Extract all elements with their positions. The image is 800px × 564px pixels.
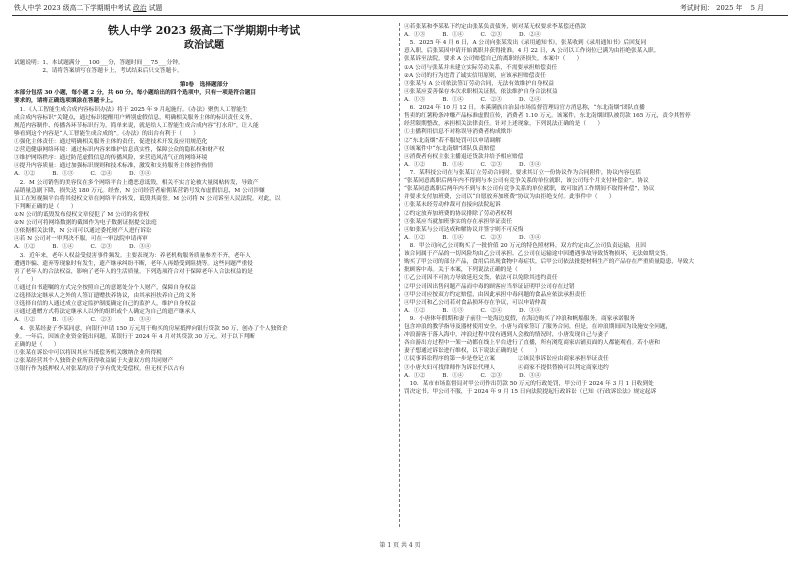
right-column-line: 包含冲浪的教学指导及器材使用安全，小唐与商家签订了服务合同。但是，在冲浪期间因为设施安全问题， <box>404 324 672 331</box>
left-column-line: 政治试题 <box>184 40 224 51</box>
right-column-line: ①主播利用信息不对称误导消费者构成欺诈 <box>404 129 513 136</box>
header-left <box>14 4 162 13</box>
left-column-line: 下判断正确的是（ ） <box>14 203 77 210</box>
left-column-line: 第Ⅰ卷 选择题部分 <box>179 82 229 89</box>
right-column-line: ④如张某与公司达成和解协议并签字则不可反悔 <box>404 226 524 233</box>
right-column-line: 冲浪游客于落入海中，冲浪过程中没有遇到人会救的情况时，小唐发现自己与妻子 <box>404 332 609 339</box>
left-column-line: 规范内容制作、传播各环节标识行为。简单来说，就是给人工智能生成合成内容“打水印”，让人能 <box>14 122 259 129</box>
right-column-line: ②A 公司的行为违背了诚实信用原则，应该承担赔偿责任 <box>404 72 546 79</box>
left-column-line: ③依据相关法律，N 公司可以通过委托财产人进行诉讼 <box>14 228 152 235</box>
left-column-line: 2、请将答案填写在答题卡上，考试结束后只交答题卡。 <box>14 68 183 75</box>
right-column-line: ①民事诉讼程序的第一步是登记立案 ②该民事诉讼应由商家承担举证责任 <box>404 356 609 363</box>
left-column-line: ①N 公司的诋毁发布侵权文章侵犯了 M 公司的名誉权 <box>14 211 150 218</box>
right-column-line: A．①② B．①④ C．②③ D．③④ <box>404 234 541 241</box>
left-column-line: 本部分包括 30 小题，每小题 2 分，共 60 分。每小题给出的四个选项中，只有一项是符合题目 <box>14 90 257 97</box>
left-column-line: ②N 公司可将网络数据的截图作为电子数据证据提交法庭 <box>14 220 157 227</box>
left-column-line: ①张某在诉讼中可以将因其应当抵偿务机关缴纳企业所得税 <box>14 349 162 356</box>
right-column-line: 该合同属于产品的一切风险均由乙公司承担。乙公司在运输途中因遭遇事故导致货物损坏，无法如期交货。 <box>404 251 672 258</box>
right-column-line: 各自游出方过程中一架一动都在线上平台进行了直播，所有浏览商家店铺页面的人都能观看。若小唐和 <box>404 340 660 347</box>
right-column-line: ④甲公司和乙公司若对食品损坏存在争议，可以申请仲裁 <box>404 299 547 306</box>
left-column-line: 业。一年后，因该企业资金链出问题，某银行于 2024 年 4 月对其贷款 30 万元。对于以下判断 <box>14 333 255 340</box>
right-column-line: 5．2025 年 4 月 6 日，A 公司向张某发出《录用通知书》，张某收到《录用通知书》后回复同 <box>404 40 647 47</box>
left-column-line: 试题说明：1、本试题满分___100___分，答题时间___75___分钟。 <box>14 60 184 66</box>
left-column-line: 员工在短视频平台将其侵权文章在网络平台转发，诋毁其商誉。M 公司将 N 公司诉至人民法院。对此，以 <box>14 195 281 202</box>
right-column-line: A．①② B．①③ C．②④ D．③④ <box>404 307 541 314</box>
left-column-line: 要求的，请将正确选项填涂在答题卡上。 <box>14 98 117 105</box>
right-column-line: 意入职，后张某因申请开始离职并获得批准。4 月 22 日，A 公司以工作岗位已满为由拒绝张某入职。 <box>404 48 660 55</box>
header-right <box>680 4 764 13</box>
right-column-line: A．①③ B．①④ C．②③ D．②④ <box>404 96 541 103</box>
header-rule <box>12 15 788 16</box>
right-column <box>404 23 788 396</box>
left-column-line: ②选择法定继承人之外的人签订遗赠扶养协议，由其承担扶养自己的义务 <box>14 293 196 300</box>
left-column-line: 3．近年来，老年人权益受侵害事件频发。主要表现为：养老机构服务质量参差不齐，老年人 <box>14 252 251 259</box>
column-divider <box>399 23 400 527</box>
right-column-line: A．①③ B．①④ C．②③ D．②④ <box>404 32 541 39</box>
left-column-line: ④若 N 公司对一审判决不服，可在一审法院申请再审 <box>14 236 148 243</box>
right-column-line: ③小唐夫妇可找律师作为诉讼代理人 ④商家不提供替换可以判定商家违约 <box>404 364 609 371</box>
right-column-line: 经营限期整改，承担相关法律责任。针对上述现象，下列说法正确的是（ ） <box>404 121 604 128</box>
right-column-line: A．①② B．①④ C．②③ D．③④ <box>404 372 541 379</box>
left-column-line: 遭遇诈骗、遗弃等现象时有发生，遗产继承纠纷不断，老年人再婚受到阻挠等。这些问题严重侵 <box>14 260 253 267</box>
right-column-line: 批顾客中毒。关于本案，下列说法正确的是（ ） <box>404 267 535 274</box>
left-column-line: 4．张某经妻子李某同意，向银行申请 150 万元用于购买的房屋抵押向银行贷款 50 万，创办了个人独资企 <box>14 325 288 332</box>
right-column-line: ②甲公司因出售问题产品而中毒的顾客应当举证证明甲公司存在过错 <box>404 283 575 290</box>
left-column-line: 成合成内容标识”关键点，通过标识提醒用户辨别虚假信息，明确相关服务主体的标识责任义务， <box>14 114 256 121</box>
left-column-line: 品销量急剧下降，损失达 180 万元。经查，N 公司经营者雇佣某营销号发布虚假信息，M 公司涉嫌 <box>14 187 265 194</box>
right-column-line: A．①② B．①④ C．②③ D．③④ <box>404 161 541 168</box>
left-column-line: ①强化主体责任：通过明确相关服务主体的责任，促进技术开发及应用规范化 <box>14 138 208 145</box>
right-column-line: 10．某市市场监督局对甲公司作出罚款 50 万元的行政处罚，甲公司于 2024 年 3 月 1 日收到处 <box>404 380 654 387</box>
header-time-label: 考试时间： <box>680 4 714 12</box>
header-month: 5 月 <box>750 4 764 12</box>
left-column-line: ④提升内容质量：通过加强标识规则和技术标准，激发和支持服务主体创作热情 <box>14 163 214 170</box>
right-column-line: ①A 公司与张某并未建立实际劳动关系，不需要承担赔偿责任 <box>404 64 558 71</box>
right-column-line: 7．某科技公司在与张某订立劳动合同时，要求其订立一份协议作为合同附件，协议内容包括 <box>404 169 641 176</box>
right-column-line: 妻子想通过诉讼进行维权，以下说法正确的是（ ） <box>404 348 541 355</box>
left-column <box>14 23 394 373</box>
right-column-line: 8．甲公司向乙公司购买了一批价值 20 万元的特色照材料，双方约定由乙公司负责运输，且因 <box>404 242 646 249</box>
left-column-line: A．①② B．①③ C．②④ D．③④ <box>14 171 151 178</box>
left-column-line: ②营造健康网络环境：通过标识内容来维护信息真实性，保障公众的隐私权和财产权 <box>14 147 225 154</box>
left-column-line: 够看到这个内容是“人工智能生成合成的”。《办法》的出台有利于（ ） <box>14 130 199 137</box>
right-column-line: ③张某应当就加班事实的存在承担举证责任 <box>404 218 513 225</box>
right-column-line: 罚决定书。甲公司不服，于 2024 年 9 月 15 日向法院提起行政诉讼（已知《行政诉讼法》规定起诉 <box>404 388 657 395</box>
right-column-line: ③张某与 A 公司依法签订劳动合同，无法有效维护自身权益 <box>404 80 554 87</box>
page-number: 第 1 页 共 4 页 <box>379 542 421 549</box>
left-column-line: ③银行作为抵押权人对张某的房子享有优先受偿权，但无权予以占有 <box>14 366 185 373</box>
right-column-line: “张某同意离职后两年内不到与本公司有竞争关系的单位就职，故可取消工作期间不取得补偿”，协议 <box>404 186 655 193</box>
left-column-line: （ ） <box>14 276 37 283</box>
right-column-line: ③甲公司应按双方约定赔偿，由因此承担中毒问题的食品应依法承担责任 <box>404 291 586 298</box>
header-subject: 政治 <box>132 4 147 12</box>
right-column-line: 购买了甲公司的部分产品，食用后出现食物中毒症状。后甲公司依法批提材料生产的产品存在严重质量隐患，导致大 <box>404 259 695 266</box>
left-column-line: ③选择自信的人通过成立意定监护制度确定自己的监护人，维护自身权益 <box>14 301 196 308</box>
left-column-line: 铁人中学 2023 级高二下学期期中考试 <box>107 24 301 37</box>
right-column-line: 9．小唐体年假期和妻子前往一处海边度假，在海边购买了冲浪和帆船服务。商家承诺服务 <box>404 315 636 322</box>
right-column-line: ②约定放弃加班费的协议排除了劳动者权利 <box>404 210 513 217</box>
right-column-line: ①张某未经劳动仲裁可直接向法院起诉 <box>404 202 501 209</box>
right-column-line: 并要求支付加班费，公司以“自愿放弃加班费”协议为由拒绝支付。此事件中（ ） <box>404 194 615 201</box>
right-column-line: 张某诉至法院，要求 A 公司赔偿自己的离职经济损失。本案中（ ） <box>404 56 583 63</box>
right-column-line: 6．2024 年 10 月 12 日，本溪满族自治县市场监督管理局官方消息称，“东北南烟”团队直播 <box>404 105 645 112</box>
left-column-line: A．①② B．①④ C．②③ D．③④ <box>14 317 151 324</box>
right-column-line: ④若张某和李某私下约定由张某负责债务，则对某无权要求李某偿还借款 <box>404 24 586 30</box>
left-column-line: ③维护网络秩序：通过防范虚假信息的传播风险，来营造风清气正的网络环境 <box>14 155 208 162</box>
right-column-line: ③该案件中“东北南烟”团队负责赔偿 <box>404 145 496 152</box>
right-column-line: 售卖的红薯粉条冲赚产品标准虚假宣传，消费者 1.10 万元。该案件，东北南烟团队被罚款 165 万元，责令其暂停 <box>404 113 691 120</box>
left-column-line: ①通过自书遗嘱的方式完全按照自己的意愿处分个人财产，保障自身权益 <box>14 284 196 291</box>
left-column-line: ④通过遗赠方式将法定继承人以外的组织或个人确定为自己的遗产继承人 <box>14 309 196 316</box>
header-school-exam: 铁人中学 2023 级高二下学期期中考试 <box>14 4 131 12</box>
right-column-line: ①乙公司因不可抗力导致延迟交货，依法可以免除其违约责任 <box>404 275 558 282</box>
right-column-line: ②“东北南烟”若不服处罚可以申请调解 <box>404 137 501 144</box>
left-column-line: 1．《人工智能生成合成内容标识办法》将于 2025 年 9 月起施行。《办法》聚焦人工智能生 <box>14 106 248 113</box>
left-column-line: 2．M 公司销售的美容仪在多个网络平台上遭恶意诋毁，相关不实言论被大量阅帖转发，导致产 <box>14 179 259 186</box>
left-column-line: ②张某经营其个人独资企业所获得收益属于夫妻双方的共同财产 <box>14 357 174 364</box>
left-column-line: 正确的是（ ） <box>14 341 60 348</box>
left-column-line: 害了老年人的合法权益，影响了老年人的生活质量。下列选项符合对于保障老年人合法权益的是 <box>14 268 253 275</box>
header-suffix: 试题 <box>148 4 163 12</box>
right-column-line: ④消费者有权主张主播退还货款并给予相应赔偿 <box>404 153 524 160</box>
right-column-line: ④张某应妥善保存本次求职相关证据，依法维护自身合法权益 <box>404 88 558 95</box>
left-column-line: A．①② B．①④ C．②③ D．③④ <box>14 244 151 251</box>
header-year: 2025 年 <box>716 4 743 12</box>
right-column-line: “张某同意离职后两年内不得到与本公司有竞争关系的单位就职，该公司每个月支付补偿金”。协议 <box>404 178 649 185</box>
